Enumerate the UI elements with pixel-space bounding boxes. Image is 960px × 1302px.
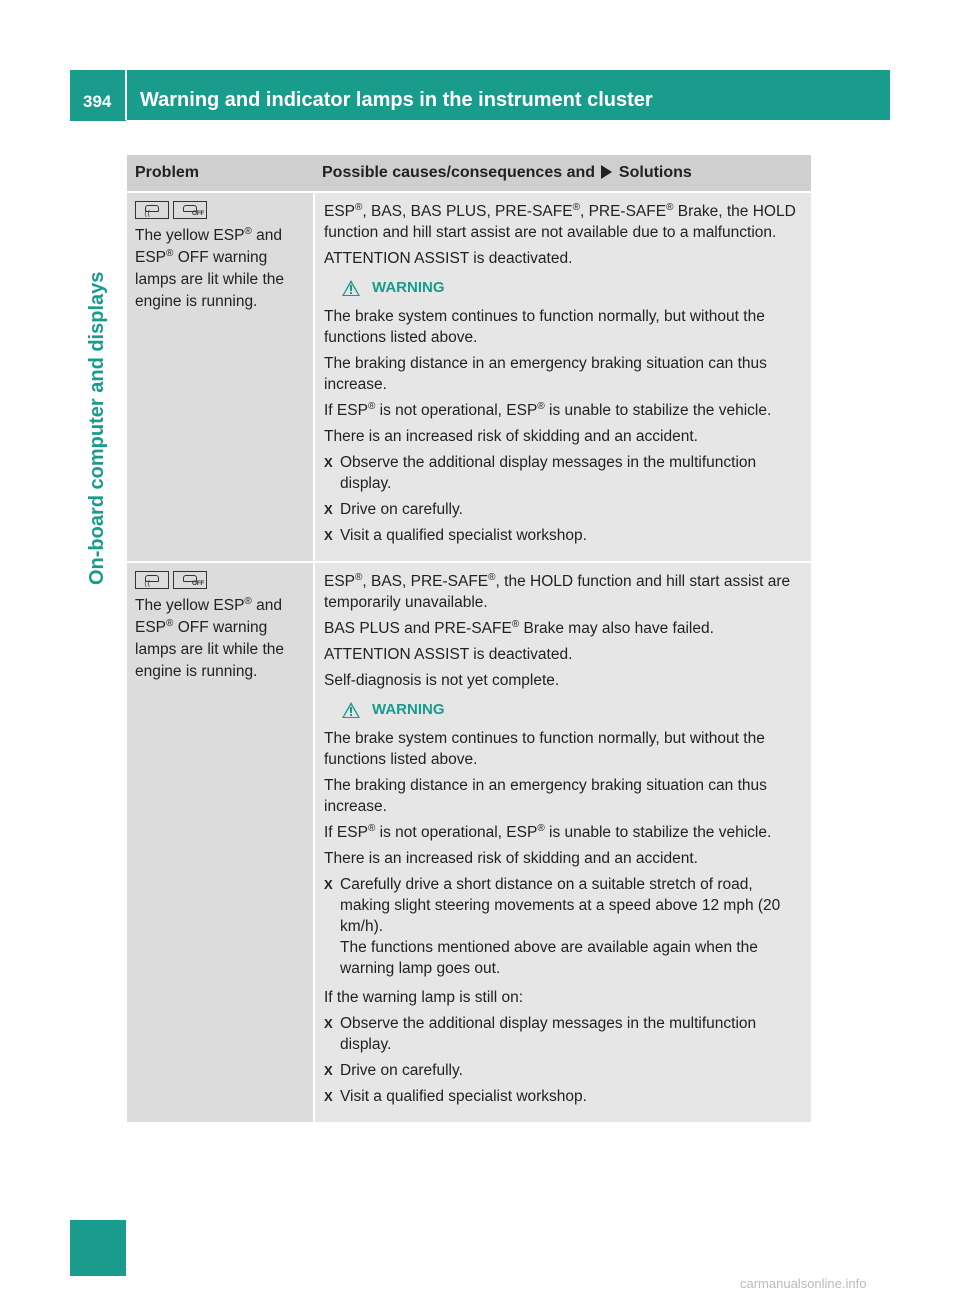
registered-mark: ®	[244, 595, 252, 607]
header-divider	[125, 70, 127, 120]
warning-triangle-icon	[342, 702, 360, 718]
registered-mark: ®	[244, 225, 252, 237]
warning-paragraph: The braking distance in an emergency braking situation can thus increase.	[324, 355, 767, 393]
action-step	[324, 874, 805, 979]
warning-paragraph: The braking distance in an emergency braking situation can thus increase.	[324, 777, 767, 815]
cause-text: Brake may also have failed.	[519, 620, 714, 637]
registered-mark: ®	[367, 822, 376, 834]
step-marker: X	[324, 1016, 333, 1031]
warning-text: is not operational, ESP	[375, 824, 538, 841]
step-text: Observe the additional display messages in the multifunction display.	[340, 454, 757, 492]
step-text: Visit a qualified specialist workshop.	[340, 527, 587, 544]
warning-label: WARNING	[372, 701, 445, 718]
step-text: Drive on carefully.	[340, 1062, 463, 1079]
action-step	[324, 1060, 805, 1081]
step-text: Observe the additional display messages in the multifunction display.	[340, 1015, 757, 1053]
action-step	[324, 1013, 805, 1055]
side-tab-label: On-board computer and displays	[86, 271, 108, 585]
problem-text: and ESP	[135, 227, 282, 266]
warning-paragraph	[324, 400, 805, 421]
problem-text: OFF warning lamps are lit while the engine is running.	[135, 619, 285, 680]
step-text: Drive on carefully.	[340, 501, 463, 518]
cause-paragraph: Self-diagnosis is not yet complete.	[324, 672, 560, 689]
warning-label: WARNING	[372, 279, 445, 296]
header-solutions-label: Solutions	[618, 164, 692, 181]
solution-cell	[315, 193, 811, 561]
cause-text: , BAS, PRE-SAFE	[362, 573, 489, 590]
registered-mark: ®	[355, 571, 363, 583]
cause-text: , BAS, BAS PLUS, PRE-SAFE	[362, 203, 573, 220]
cause-paragraph: ATTENTION ASSIST is deactivated.	[324, 646, 573, 663]
warning-text: is unable to stabilize the vehicle.	[544, 402, 772, 419]
warning-paragraph: There is an increased risk of skidding and an accident.	[324, 850, 698, 867]
header-solutions-text: Possible causes/consequences and	[322, 164, 596, 181]
step-text: Visit a qualified specialist workshop.	[340, 1088, 587, 1105]
registered-mark: ®	[166, 247, 174, 259]
esp-warning-lamp-icon	[135, 571, 169, 589]
action-step	[324, 452, 805, 494]
registered-mark: ®	[666, 201, 674, 213]
cause-text: BAS PLUS and PRE-SAFE	[324, 620, 512, 637]
problem-text: OFF warning lamps are lit while the engine is running.	[135, 249, 285, 310]
esp-text: ESP	[324, 203, 356, 220]
step-marker: X	[324, 1089, 333, 1104]
page-header	[70, 70, 890, 120]
cause-text: , the HOLD function and hill start assist are temporarily unavailable.	[324, 573, 791, 611]
registered-mark: ®	[355, 201, 363, 213]
esp-text: ESP	[324, 573, 356, 590]
cause-text: Brake, the HOLD function and hill start assist are not available due to a malfunction.	[324, 203, 796, 241]
warning-lamp-table	[127, 155, 811, 1122]
action-step	[324, 499, 805, 520]
header-solutions	[313, 155, 811, 191]
warning-text: If ESP	[324, 402, 368, 419]
step-marker: X	[324, 877, 333, 892]
warning-text: is unable to stabilize the vehicle.	[544, 824, 772, 841]
registered-mark: ®	[537, 400, 545, 412]
watermark: carmanualsonline.info	[740, 1276, 867, 1291]
table-row	[127, 563, 811, 1122]
solution-cell	[315, 563, 811, 1122]
step-marker: X	[324, 1063, 333, 1078]
esp-warning-lamp-icon	[135, 201, 169, 219]
page-title: Warning and indicator lamps in the instrument cluster	[140, 89, 653, 111]
problem-cell	[127, 193, 313, 561]
warning-text: If ESP	[324, 824, 368, 841]
step-text-main: Carefully drive a short distance on a suitable stretch of road, making slight steering movements at a speed above 12 mph (20 km/h).	[340, 876, 781, 935]
warning-paragraph: The brake system continues to function normally, but without the functions listed above.	[324, 308, 765, 346]
lamp-icons	[135, 201, 305, 221]
table-header	[127, 155, 811, 191]
cause-paragraph: ATTENTION ASSIST is deactivated.	[324, 250, 573, 267]
lamp-icons	[135, 571, 305, 591]
action-step	[324, 525, 805, 546]
table-row	[127, 193, 811, 561]
warning-paragraph: There is an increased risk of skidding and an accident.	[324, 428, 698, 445]
warning-paragraph: The brake system continues to function normally, but without the functions listed above.	[324, 730, 765, 768]
warning-heading	[342, 277, 805, 298]
problem-text: The yellow ESP	[135, 227, 245, 244]
registered-mark: ®	[511, 618, 520, 630]
esp-off-warning-lamp-icon	[173, 201, 207, 219]
solution-arrow-icon	[601, 165, 612, 179]
header-problem: Problem	[135, 164, 200, 181]
problem-text: and ESP	[135, 597, 282, 636]
registered-mark: ®	[367, 400, 376, 412]
esp-off-warning-lamp-icon	[173, 571, 207, 589]
warning-text: is not operational, ESP	[375, 402, 538, 419]
cause-paragraph	[324, 618, 805, 639]
warning-heading	[342, 699, 805, 720]
side-tab-marker	[70, 1220, 126, 1276]
registered-mark: ®	[537, 822, 545, 834]
problem-text: The yellow ESP	[135, 597, 245, 614]
registered-mark: ®	[488, 571, 496, 583]
step-text-note: The functions mentioned above are available again when the warning lamp goes out.	[340, 939, 758, 977]
problem-cell	[127, 563, 313, 1122]
warning-paragraph	[324, 822, 805, 843]
cause-paragraph	[324, 201, 805, 243]
action-step	[324, 1086, 805, 1107]
page-number: 394	[83, 92, 112, 111]
step-marker: X	[324, 455, 333, 470]
side-tab-line	[70, 120, 126, 121]
warning-triangle-icon	[342, 280, 360, 296]
registered-mark: ®	[166, 617, 174, 629]
cause-paragraph	[324, 571, 805, 613]
condition-paragraph: If the warning lamp is still on:	[324, 989, 524, 1006]
registered-mark: ®	[572, 201, 580, 213]
cause-text: , PRE-SAFE	[579, 203, 667, 220]
step-text	[340, 874, 805, 979]
step-marker: X	[324, 502, 333, 517]
step-marker: X	[324, 528, 333, 543]
